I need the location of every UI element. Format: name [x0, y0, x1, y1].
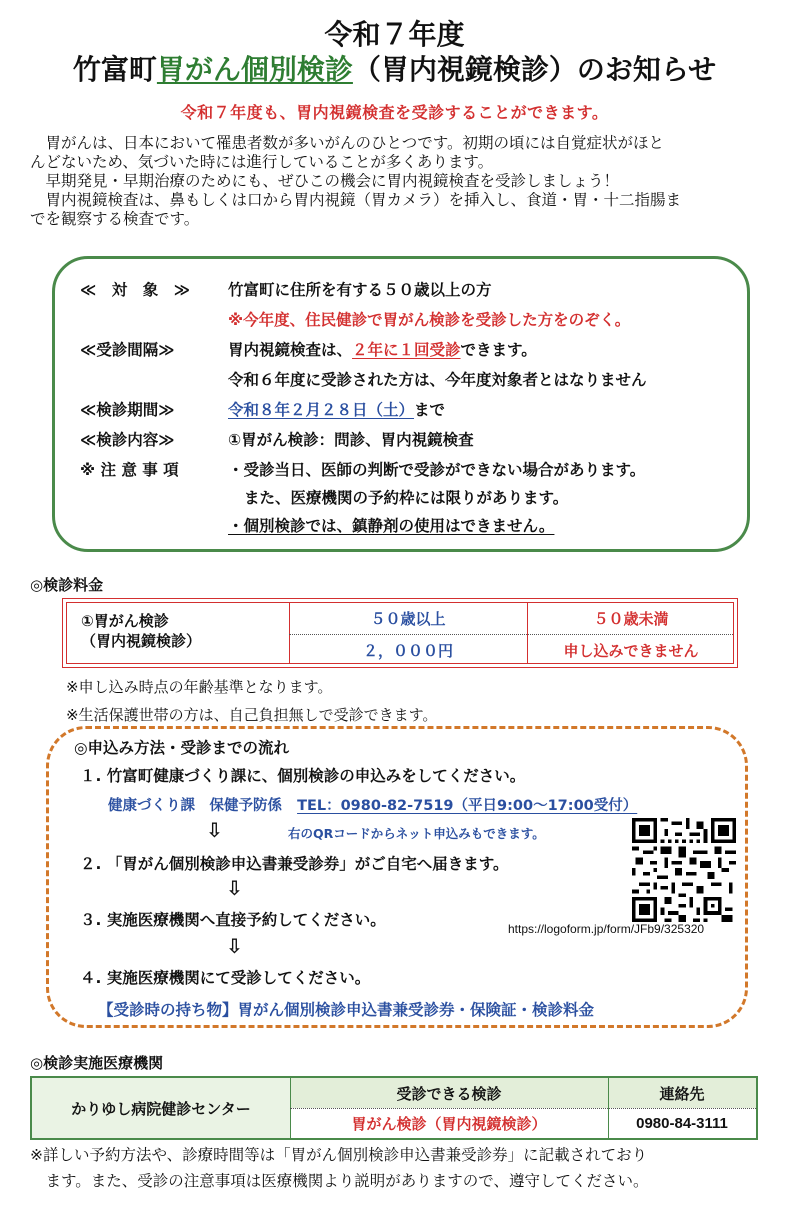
- fee-heading: ◎検診料金: [30, 576, 104, 594]
- intro-line: 胃がんは、日本において罹患者数が多いがんのひとつです。初期の頃には自覚症状がほと: [30, 134, 664, 152]
- title-prefix: 竹富町: [72, 53, 157, 86]
- content-label: ≪検診内容≫: [80, 431, 175, 449]
- fee-price-over50: ２，０００円: [362, 641, 453, 660]
- flow-contact: [108, 794, 637, 815]
- caution-3: ・個別検診では、鎮静剤の使用はできません。: [228, 517, 555, 535]
- title-year: 令和７年度: [324, 18, 465, 51]
- interval-highlight: ２年に１回受診: [352, 341, 461, 359]
- bring-label: 【受診時の持ち物】: [98, 1001, 238, 1019]
- flow-step-3: ３. 実施医療機関へ直接予約してください。: [80, 911, 386, 929]
- subtitle: 令和７年度も、胃内視鏡検査を受診することができます。: [180, 103, 609, 122]
- title-suffix: （胃内視鏡検診）のお知らせ: [352, 53, 717, 86]
- intro-line: んどないため、気づいた時には進行していることが多くあります。: [30, 153, 494, 171]
- fee-col-under50: ５０歳未満: [593, 610, 669, 628]
- facility-exam: 胃がん検診（胃内視鏡検診）: [351, 1114, 547, 1133]
- bring-list: 胃がん個別検診申込書兼受診券・保険証・検診料金: [237, 1001, 595, 1019]
- fee-price-under50: 申し込みできません: [563, 641, 699, 660]
- fee-item: [81, 611, 201, 651]
- title-highlight: 胃がん個別検診: [156, 53, 353, 86]
- facility-phone[interactable]: 0980-84-3111: [636, 1114, 728, 1132]
- interval-value: [228, 340, 537, 360]
- interval-prefix: 胃内視鏡検査は、: [228, 341, 353, 359]
- qr-url[interactable]: https://logoform.jp/form/JFb9/325320: [508, 922, 705, 936]
- flow-step-1: １. 竹富町健康づくり課に、個別検診の申込みをしてください。: [80, 767, 526, 785]
- period-value: [228, 400, 445, 420]
- target-value: 竹富町に住所を有する５０歳以上の方: [228, 281, 492, 299]
- content-value: ①胃がん検診：問診、胃内視鏡検査: [228, 431, 474, 449]
- contact-dept: 健康づくり課 保健予防係: [108, 798, 282, 814]
- facility-col-contact: 連絡先: [659, 1084, 705, 1103]
- fee-item-line2: （胃内視鏡検診）: [81, 632, 202, 650]
- flow-step-2: ２. 「胃がん個別検診申込書兼受診券」がご自宅へ届きます。: [80, 855, 509, 873]
- interval-suffix: できます。: [460, 341, 537, 359]
- caution-1: ・受診当日、医師の判断で受診ができない場合があります。: [228, 461, 646, 479]
- arrow-down-icon: ⇩: [226, 934, 243, 958]
- target-label: ≪ 対 象 ≫: [80, 281, 190, 299]
- footer-line: ます。また、受診の注意事項は医療機関より説明がありますので、遵守してください。: [30, 1172, 649, 1190]
- flow-heading: ◎申込み方法・受診までの流れ: [74, 739, 290, 757]
- fee-item-line1: ①胃がん検診: [81, 612, 169, 630]
- facility-col-exam: 受診できる検診: [396, 1084, 502, 1103]
- period-date: 令和８年２月２８日（土）: [228, 401, 415, 419]
- fee-table-inner: [66, 602, 734, 664]
- intro-line: 早期発見・早期治療のためにも、ぜひこの機会に胃内視鏡検査を受診しましょう！: [30, 172, 620, 190]
- arrow-down-icon: ⇩: [226, 876, 243, 900]
- qr-code-icon[interactable]: [632, 818, 736, 922]
- page-title: [0, 52, 789, 88]
- facility-table: [30, 1076, 758, 1140]
- facility-heading: ◎検診実施医療機関: [30, 1054, 164, 1072]
- target-note: ※今年度、住民健診で胃がん検診を受診した方をのぞく。: [228, 311, 631, 329]
- fee-note-1: ※申し込み時点の年齢基準となります。: [66, 678, 333, 696]
- period-label: ≪検診期間≫: [80, 401, 175, 419]
- qr-note: 右のQRコードからネット申込みもできます。: [288, 826, 545, 841]
- bring-items: [98, 998, 594, 1020]
- caution-label: ※ 注 意 事 項: [80, 461, 179, 479]
- fee-col-over50: ５０歳以上: [370, 610, 446, 628]
- flow-step-4: ４. 実施医療機関にて受診してください。: [80, 969, 371, 987]
- contact-tel[interactable]: TEL：0980-82-7519（平日9:00～17:00受付）: [297, 798, 638, 814]
- fee-table: [62, 598, 738, 668]
- caution-2: また、医療機関の予約枠には限りがあります。: [244, 489, 569, 507]
- intro-text: [30, 134, 760, 229]
- period-suffix: まで: [414, 401, 446, 419]
- intro-line: でを観察する検査です。: [30, 210, 200, 228]
- intro-line: 胃内視鏡検査は、鼻もしくは口から胃内視鏡（胃カメラ）を挿入し、食道・胃・十二指腸ま: [30, 191, 682, 209]
- facility-name: かりゆし病院健診センター: [71, 1099, 251, 1118]
- footer-line: ※詳しい予約方法や、診療時間等は「胃がん個別検診申込書兼受診券」に記載されており: [30, 1146, 648, 1164]
- arrow-down-icon: ⇩: [206, 818, 223, 842]
- fee-note-2: ※生活保護世帯の方は、自己負担無しで受診できます。: [66, 706, 438, 724]
- interval-note: 令和６年度に受診された方は、今年度対象者とはなりません: [228, 371, 647, 389]
- footer-note: [30, 1142, 770, 1194]
- interval-label: ≪受診間隔≫: [80, 341, 175, 359]
